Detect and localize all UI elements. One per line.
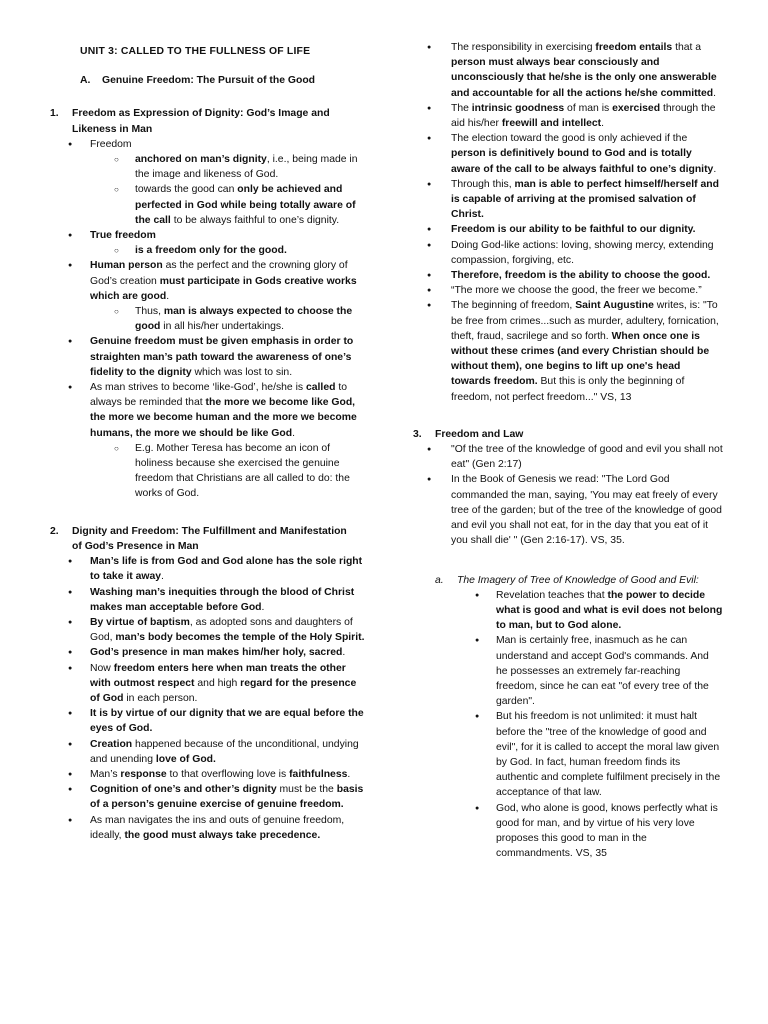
bold-text: Creation <box>90 738 133 750</box>
bold-text: Man’s life is from God and God alone has the sole right to take it away <box>90 556 363 583</box>
item-text: writes, is: "To be free from crimes...such as murder, adultery, fornication, theft, fraud, sacrilege and so forth. <box>451 300 719 342</box>
item-text: "Of the tree of the knowledge of good and evil you shall not eat" (Gen 2:17) <box>451 444 723 471</box>
bold-text: freedom enters here when man treats the other with outmost respect <box>90 662 346 689</box>
bold-text: When once one is without these crimes (and every Christian should be without them), one begins to lift up one's head towards freedom. <box>451 330 710 388</box>
item-text: Freedom <box>90 138 132 150</box>
list-item <box>413 472 723 548</box>
list-item <box>50 782 365 812</box>
item-text: . <box>292 427 295 439</box>
list-item <box>50 152 365 182</box>
item-text: Revelation teaches that <box>496 589 608 601</box>
bold-text: the power to decide what is good and what is evil does not belong to man, but to God alone. <box>496 589 723 632</box>
item-text: . <box>601 118 605 130</box>
section-2-heading <box>50 524 365 554</box>
item-text: towards the good can <box>135 184 238 196</box>
list-item <box>413 222 723 237</box>
list-item <box>413 298 723 404</box>
bold-text: response <box>120 768 167 780</box>
section-a-title: Genuine Freedom: The Pursuit of the Good <box>102 75 316 87</box>
list-item <box>413 709 723 800</box>
bold-text: person is definitively bound to God and is totally aware of the call to be always faithful to one’s dignity <box>451 148 714 175</box>
bold-text: anchored on man’s dignity <box>135 154 267 166</box>
bold-text: only be achieved and perfected in God while being totally aware of the call <box>135 184 356 226</box>
bold-text: called <box>305 382 336 394</box>
item-text: . <box>713 163 717 175</box>
item-text: . <box>713 87 717 99</box>
item-text: Man’s <box>90 768 121 780</box>
section-1-list <box>50 137 365 502</box>
item-text: The beginning of freedom, <box>451 300 576 312</box>
bold-text: Genuine freedom must be given emphasis in order to straighten man’s path toward the awareness of one’s fidelity to the dignity <box>90 336 354 378</box>
list-item <box>413 101 723 131</box>
right-column <box>413 40 723 861</box>
list-item <box>50 441 365 502</box>
bold-text: By virtue of baptism <box>90 616 190 628</box>
bold-text: Cognition of one’s and other’s dignity <box>90 784 277 796</box>
section-a-heading <box>80 73 365 88</box>
list-item <box>50 554 365 584</box>
bold-text: Therefore, freedom is the ability to choose the good. <box>451 270 711 282</box>
list-item <box>50 767 365 782</box>
list-item <box>413 268 723 283</box>
list-item <box>413 131 723 177</box>
item-text: which was lost to sin. <box>191 366 293 378</box>
subsection-a-list <box>413 588 723 862</box>
bold-text: is a freedom only for the good. <box>135 245 287 257</box>
bold-text: True freedom <box>90 230 156 242</box>
bold-text: Freedom is our ability to be faithful to our dignity. <box>451 224 696 236</box>
section-3-heading <box>413 427 723 442</box>
bold-text: basis of a person’s genuine exercise of genuine freedom. <box>90 784 364 811</box>
item-text: . <box>342 647 346 659</box>
list-item <box>50 380 365 441</box>
bold-text: freewill and intellect <box>501 118 602 130</box>
item-text: . <box>161 571 164 583</box>
item-text: The <box>451 102 472 114</box>
item-text: of man is <box>564 102 613 114</box>
list-item <box>50 737 365 767</box>
section-3-list <box>413 442 723 548</box>
section-2-number: 2. <box>50 525 59 537</box>
item-text: and high <box>194 677 241 689</box>
item-text: , as adopted sons and daughters of God, <box>90 616 353 644</box>
bold-text: freedom entails <box>595 42 673 53</box>
list-item <box>413 801 723 862</box>
list-item <box>50 228 365 243</box>
bold-text: person must always bear consciously and unconsciously that he/she is the only one answerable and accountable for all the actions he/she committed <box>451 57 717 99</box>
item-text: as the perfect and the crowning glory of God’s creation <box>90 260 348 287</box>
item-text: In the Book of Genesis we read: "The Lord God commanded the man, saying, 'You may eat freely of every tree of the garden; but of the tree of the knowledge of good and evil you shall not eat, for in the day that you eat of it you shall die' " (Gen 2:16-17). VS, 35. <box>451 474 722 547</box>
item-text: that a <box>672 42 702 53</box>
list-item <box>50 334 365 380</box>
bold-text: It is by virtue of our dignity that we are equal before the eyes of God. <box>90 708 364 735</box>
subsection-a-title: The Imagery of Tree of Knowledge of Good and Evil: <box>457 574 699 586</box>
list-item <box>50 813 365 843</box>
item-text: in each person. <box>123 692 198 704</box>
item-text: Now <box>90 662 114 674</box>
freedom-list <box>413 40 723 405</box>
bold-text: man is always expected to choose the good <box>135 306 353 333</box>
item-text: Thus, <box>135 306 164 318</box>
list-item <box>50 706 365 736</box>
list-item <box>50 585 365 615</box>
item-text: Through this, <box>451 178 515 190</box>
item-text: Doing God-like actions: loving, showing mercy, extending compassion, forgiving, etc. <box>451 239 714 266</box>
list-item <box>413 283 723 298</box>
item-text: As man strives to become ‘like-God’, he/she is <box>90 382 306 394</box>
item-text: through the aid his/her <box>451 102 716 130</box>
section-1-heading <box>50 106 365 136</box>
bold-text: intrinsic goodness <box>471 102 565 114</box>
item-text: to be always faithful to one’s dignity. <box>170 214 340 226</box>
item-text: , i.e., being made in the image and likeness of God. <box>135 154 358 181</box>
section-3-title: Freedom and Law <box>435 428 524 440</box>
item-text: . <box>347 768 351 780</box>
bold-text: faithfulness <box>289 768 348 780</box>
subsection-a-heading <box>413 573 723 588</box>
list-item <box>413 40 723 101</box>
item-text: But this is only the beginning of freedom, not perfect freedom..." VS, 13 <box>451 376 685 403</box>
bold-text: exercised <box>612 102 661 114</box>
bold-text: love of God. <box>155 753 216 765</box>
list-item <box>413 238 723 268</box>
item-text: The responsibility in exercising <box>451 42 596 53</box>
list-item <box>50 243 365 258</box>
item-text: . <box>166 290 170 302</box>
section-3-number: 3. <box>413 428 422 440</box>
item-text: . <box>261 601 265 613</box>
list-item <box>413 442 723 472</box>
item-text: The election toward the good is only achieved if the <box>451 133 688 145</box>
bold-text: God’s presence in man makes him/her holy, sacred <box>90 647 343 659</box>
section-a-number: A. <box>80 75 91 87</box>
section-2-title: Dignity and Freedom: The Fulfillment and Manifestation of God’s Presence in Man <box>72 525 347 552</box>
bold-text: Human person <box>90 260 163 272</box>
list-item <box>413 588 723 634</box>
item-text: But his freedom is not unlimited: it must halt before the "tree of the knowledge of good and evil", for it is called to accept the moral law given by God. In fact, human freedom finds its authentic and complete fulfilment precisely in the acceptance of that law. <box>496 711 721 799</box>
item-text: “The more we choose the good, the freer we become.” <box>451 285 702 297</box>
list-item <box>50 182 365 228</box>
item-text: to that overflowing love is <box>166 768 290 780</box>
bold-text: regard for the presence of God <box>90 677 357 704</box>
list-item <box>50 137 365 152</box>
item-text: to always be reminded that <box>90 382 348 409</box>
bold-text: Saint Augustine <box>575 300 654 312</box>
item-text: must be the <box>276 784 337 796</box>
item-text: As man navigates the ins and outs of genuine freedom, ideally, <box>90 814 345 841</box>
section-1-title: Freedom as Expression of Dignity: God’s Image and Likeness in Man <box>72 108 330 135</box>
subsection-a-number: a. <box>435 574 444 586</box>
item-text: God, who alone is good, knows perfectly what is good for man, and by virtue of his very love proposes this good to man in the commandments. VS, 35 <box>496 802 718 860</box>
list-item <box>50 661 365 707</box>
bold-text: the more we become like God, the more we become human and the more we become humans, the more we should be like God <box>90 397 357 439</box>
left-column <box>50 40 365 843</box>
item-text: happened because of the unconditional, undying and unending <box>90 738 359 765</box>
list-item <box>50 304 365 334</box>
bold-text: man is able to perfect himself/herself and is capable of arriving at the promised salvation of Christ. <box>451 178 719 221</box>
list-item <box>50 645 365 660</box>
list-item <box>50 615 365 645</box>
section-2-list <box>50 554 365 843</box>
unit-title: UNIT 3: CALLED TO THE FULLNESS OF LIFE <box>80 46 311 57</box>
section-1-number: 1. <box>50 108 59 120</box>
bold-text: must participate in Gods creative works which are good <box>90 275 357 302</box>
bold-text: the good must always take precedence. <box>124 829 321 841</box>
item-text: E.g. Mother Teresa has become an icon of holiness because she exercised the genuine freedom that Christians are all called to do: the works of God. <box>135 442 350 500</box>
item-text: in all his/her undertakings. <box>160 321 284 333</box>
bold-text: man’s body becomes the temple of the Holy Spirit. <box>115 632 365 644</box>
list-item <box>413 633 723 709</box>
list-item <box>50 258 365 304</box>
item-text: Man is certainly free, inasmuch as he can understand and accept God's commands. And he possesses an extremely far-reaching freedom, since he can eat "of every tree of the garden". <box>496 635 709 708</box>
list-item <box>413 177 723 223</box>
bold-text: Washing man’s inequities through the blood of Christ makes man acceptable before God <box>90 586 355 613</box>
